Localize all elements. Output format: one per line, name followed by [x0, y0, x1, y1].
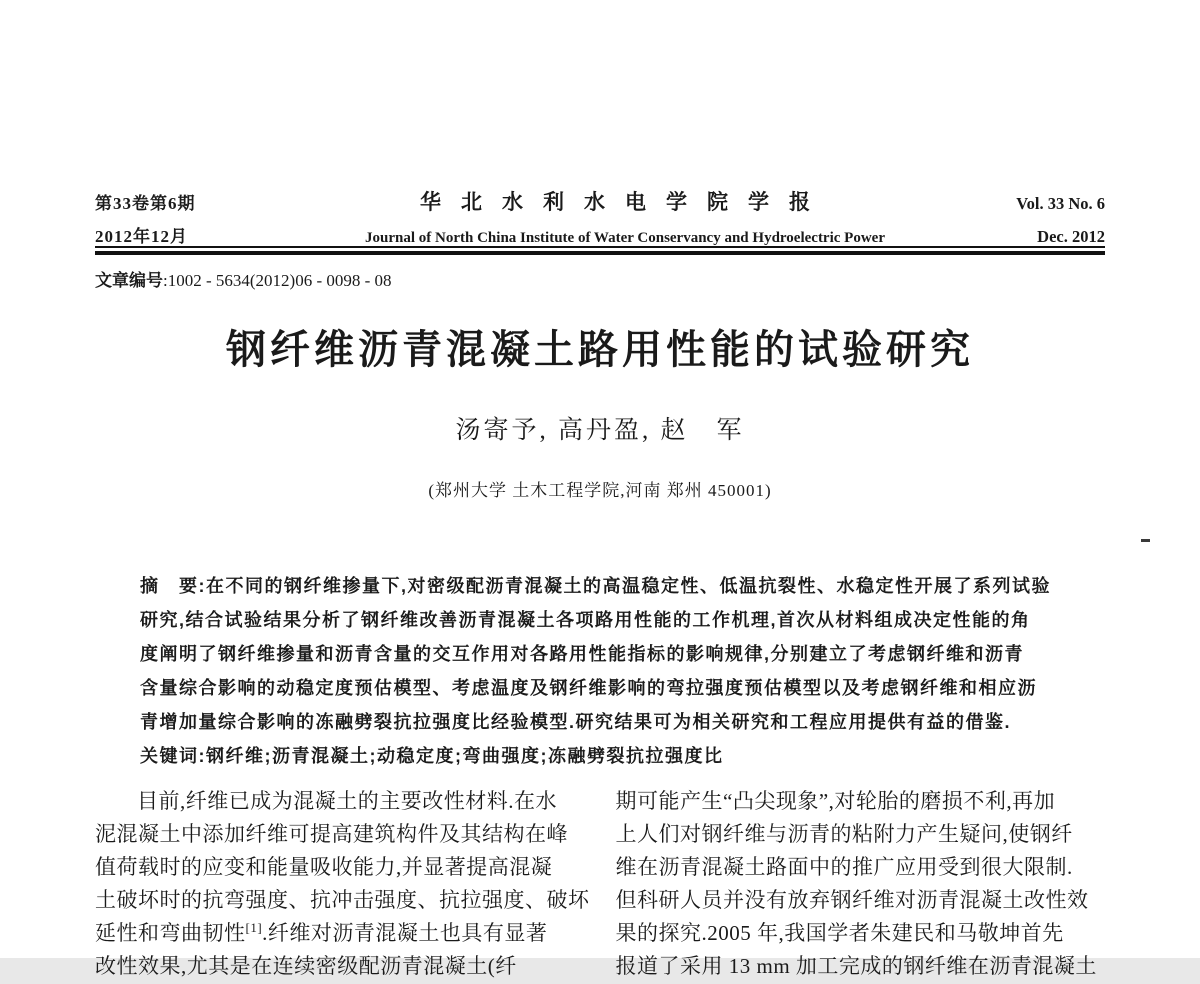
- body-line: 上人们对钢纤维与沥青的粘附力产生疑问,使钢纤: [615, 822, 1073, 846]
- body-line: [95, 918, 590, 951]
- right-column: [616, 786, 1108, 984]
- journal-header-row2: [95, 222, 1105, 247]
- body-line-clipped: 改性效果,尤其是在连续密级配沥青混凝土(纤: [95, 954, 517, 978]
- body-line: 泥混凝土中添加纤维可提高建筑构件及其结构在峰: [95, 822, 568, 846]
- header-rule-thin: [95, 246, 1105, 248]
- header-rule-thick: [95, 251, 1105, 255]
- affiliation: (郑州大学 土木工程学院,河南 郑州 450001): [428, 481, 772, 500]
- abstract-section: [140, 571, 1065, 775]
- body-line: 维在沥青混凝土路面中的推广应用受到很大限制.: [615, 855, 1073, 879]
- issue-number: 第33卷第6期: [95, 194, 196, 213]
- header-rules: [95, 246, 1105, 255]
- abstract-line: 度阐明了钢纤维掺量和沥青含量的交互作用对各路用性能指标的影响规律,分别建立了考虑钢纤维和沥青: [140, 644, 1024, 664]
- journal-title-cn: 华北水利水电学院学报: [420, 190, 830, 214]
- abstract-line: [140, 571, 1065, 605]
- abstract-line: 青增加量综合影响的冻融劈裂抗拉强度比经验模型.研究结果可为相关研究和工程应用提供有益的借鉴.: [140, 712, 1011, 732]
- body-line: 果的探究.2005 年,我国学者朱建民和马敬坤首先: [615, 921, 1064, 945]
- journal-title-en: Journal of North China Institute of Water Conservancy and Hydroelectric Power: [365, 230, 885, 246]
- keywords-text: 钢纤维;沥青混凝土;动稳定度;弯曲强度;冻融劈裂抗拉强度比: [206, 746, 724, 766]
- body-columns: [95, 786, 1105, 984]
- left-column: [95, 786, 590, 984]
- keywords-line: [140, 741, 1065, 775]
- margin-dash-mark: [1141, 539, 1150, 542]
- abstract-line: 研究,结合试验结果分析了钢纤维改善沥青混凝土各项路用性能的工作机理,首次从材料组成决定性能的角: [140, 610, 1031, 630]
- abstract-line: 含量综合影响的动稳定度预估模型、考虑温度及钢纤维影响的弯拉强度预估模型以及考虑钢纤维和相应沥: [140, 678, 1037, 698]
- reference-superscript: [1]: [245, 920, 263, 935]
- paper-title: 钢纤维沥青混凝土路用性能的试验研究: [226, 328, 974, 372]
- body-line: 期可能产生“凸尖现象”,对轮胎的磨损不利,再加: [615, 789, 1056, 813]
- issue-date-en: Dec. 2012: [1037, 227, 1105, 246]
- abstract-label: 摘 要:: [140, 576, 206, 596]
- issue-date-cn: 2012年12月: [95, 227, 188, 246]
- body-line: 土破坏时的抗弯强度、抗冲击强度、抗拉强度、破坏: [95, 888, 590, 912]
- article-number: [95, 266, 392, 291]
- body-line: 值荷载时的应变和能量吸收能力,并显著提高混凝: [95, 855, 553, 879]
- body-line-text: 延性和弯曲韧性: [95, 921, 246, 945]
- article-number-value: :1002 - 5634(2012)06 - 0098 - 08: [163, 271, 392, 290]
- body-line-clipped: 报道了采用 13 mm 加工完成的钢纤维在沥青混凝土: [615, 954, 1097, 978]
- journal-header-row1: [95, 186, 1105, 216]
- authors: 汤寄予, 高丹盈, 赵 军: [455, 417, 745, 444]
- article-number-label: 文章编号: [95, 271, 163, 290]
- keywords-label: 关键词:: [140, 746, 206, 766]
- body-line: 但科研人员并没有放弃钢纤维对沥青混凝土改性效: [615, 888, 1089, 912]
- volume-info: Vol. 33 No. 6: [1016, 194, 1105, 213]
- abstract-text: 在不同的钢纤维掺量下,对密级配沥青混凝土的高温稳定性、低温抗裂性、水稳定性开展了系列试验: [206, 576, 1051, 596]
- body-line-text: .纤维对沥青混凝土也具有显著: [262, 921, 548, 945]
- body-line: 目前,纤维已成为混凝土的主要改性材料.在水: [137, 789, 557, 813]
